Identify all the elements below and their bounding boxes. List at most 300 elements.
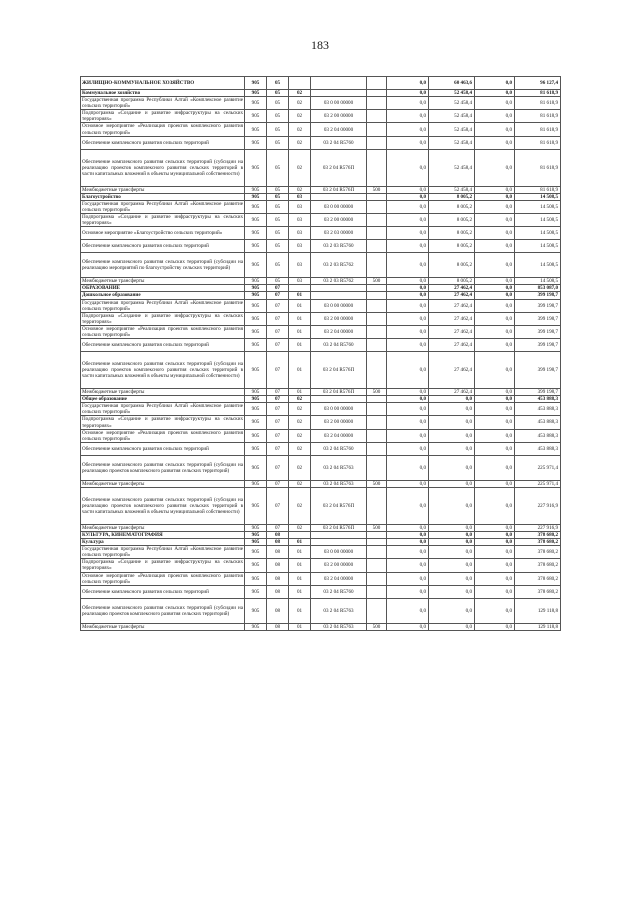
table-row: [81, 585, 561, 598]
amount-1-cell: 0,0: [387, 186, 429, 193]
target-article-cell: 03 2 00 00000: [311, 416, 367, 429]
amount-1-cell: 0,0: [387, 429, 429, 442]
amount-4-cell: 14 508,5: [515, 227, 561, 240]
expense-type-cell: [367, 149, 387, 186]
row-name-cell: Обеспечение комплексного развития сельских территорий (субсидии на реализацию проектов комплексного развития сельских территорий в части капитальных вложений в объекты муниципальной собственности): [81, 149, 245, 186]
amount-2-cell: 8 005,2: [429, 278, 475, 285]
amount-3-cell: 0,0: [475, 598, 515, 623]
expense-type-cell: [367, 299, 387, 312]
row-name-cell: КУЛЬТУРА, КИНЕМАТОГРАФИЯ: [81, 532, 245, 539]
section-code-cell: 07: [267, 480, 289, 487]
amount-1-cell: 0,0: [387, 214, 429, 227]
expense-type-cell: [367, 77, 387, 90]
amount-1-cell: 0,0: [387, 200, 429, 213]
target-article-cell: 03 2 04 R5760: [311, 585, 367, 598]
row-name-cell: Государственная программа Республики Алтай «Комплексное развитие сельских территорий»: [82, 97, 243, 110]
table-row: [81, 546, 561, 559]
subsection-code-cell: 01: [289, 299, 311, 312]
section-code-cell: 05: [267, 77, 289, 90]
expense-type-cell: [367, 193, 387, 200]
admin-code-cell: 905: [245, 623, 267, 630]
row-name-cell: Основное мероприятие «Благоустройство сельских территорий»: [81, 227, 245, 240]
amount-1-cell: 0,0: [387, 193, 429, 200]
admin-code-cell: 905: [245, 442, 267, 455]
section-code-cell: 08: [267, 539, 289, 546]
table-row: [81, 352, 561, 389]
table-row: [81, 455, 561, 480]
amount-2-cell: 27 462,4: [429, 389, 475, 396]
expense-type-cell: 500: [367, 389, 387, 396]
amount-3-cell: 0,0: [475, 396, 515, 403]
table-row: [81, 325, 561, 338]
amount-4-cell: 453 888,3: [515, 416, 561, 429]
section-code-cell: 05: [267, 97, 289, 110]
table-row: [81, 598, 561, 623]
subsection-code-cell: 01: [289, 539, 311, 546]
expense-type-cell: [367, 352, 387, 389]
subsection-code-cell: 02: [289, 136, 311, 149]
section-code-cell: 07: [267, 292, 289, 299]
amount-1-cell: 0,0: [387, 389, 429, 396]
subsection-code-cell: 02: [289, 487, 311, 524]
amount-1-cell: 0,0: [387, 97, 429, 110]
table-row: [81, 136, 561, 149]
subsection-code-cell: 02: [289, 524, 311, 531]
table-row: [81, 214, 561, 227]
admin-code-cell: 905: [245, 253, 267, 278]
amount-3-cell: 0,0: [475, 532, 515, 539]
row-name-cell: Обеспечение комплексного развития сельских территорий: [81, 585, 245, 598]
amount-3-cell: 0,0: [475, 193, 515, 200]
subsection-code-cell: 01: [289, 559, 311, 572]
amount-2-cell: 27 462,4: [429, 352, 475, 389]
row-name-cell: Государственная программа Республики Алтай «Комплексное развитие сельских территорий»: [82, 546, 243, 559]
row-name-cell: Коммунальное хозяйство: [81, 90, 245, 97]
target-article-cell: 03 2 03 R5760: [311, 240, 367, 253]
admin-code-cell: 905: [245, 200, 267, 213]
section-code-cell: 07: [267, 339, 289, 352]
section-code-cell: 07: [267, 442, 289, 455]
table-row: [81, 559, 561, 572]
section-code-cell: 08: [267, 623, 289, 630]
subsection-code-cell: 01: [289, 352, 311, 389]
section-code-cell: 07: [267, 403, 289, 416]
expense-type-cell: [367, 546, 387, 559]
amount-4-cell: 399 198,7: [515, 299, 561, 312]
amount-4-cell: 81 618,9: [515, 136, 561, 149]
amount-1-cell: 0,0: [387, 396, 429, 403]
row-name-cell: Подпрограмма «Создание и развитие инфраструктуры на сельских территориях»: [82, 214, 243, 227]
subsection-code-cell: [289, 285, 311, 292]
amount-4-cell: 853 087,0: [515, 285, 561, 292]
amount-1-cell: 0,0: [387, 598, 429, 623]
target-article-cell: 03 2 04 R5763: [311, 598, 367, 623]
subsection-code-cell: 02: [289, 396, 311, 403]
expense-type-cell: [367, 487, 387, 524]
amount-2-cell: 52 458,4: [429, 97, 475, 110]
amount-4-cell: 227 916,9: [515, 487, 561, 524]
amount-3-cell: 0,0: [475, 136, 515, 149]
admin-code-cell: 905: [245, 524, 267, 531]
amount-1-cell: 0,0: [387, 480, 429, 487]
table-row: [81, 110, 561, 123]
amount-3-cell: 0,0: [475, 455, 515, 480]
table-row: [81, 193, 561, 200]
row-name-cell: Межбюджетные трансферты: [81, 524, 245, 531]
target-article-cell: [311, 90, 367, 97]
amount-3-cell: 0,0: [475, 90, 515, 97]
amount-2-cell: 0,0: [429, 598, 475, 623]
table-row: [81, 278, 561, 285]
admin-code-cell: 905: [245, 149, 267, 186]
row-name-cell: Обеспечение комплексного развития сельских территорий (субсидии на реализацию мероприятий по благоустройству сельских территорий): [81, 253, 245, 278]
admin-code-cell: 905: [245, 585, 267, 598]
amount-4-cell: 453 888,3: [515, 396, 561, 403]
amount-1-cell: 0,0: [387, 299, 429, 312]
amount-4-cell: 378 680,2: [515, 532, 561, 539]
amount-3-cell: 0,0: [475, 585, 515, 598]
expense-type-cell: [367, 110, 387, 123]
amount-2-cell: 27 462,4: [429, 285, 475, 292]
admin-code-cell: 905: [245, 539, 267, 546]
admin-code-cell: 905: [245, 487, 267, 524]
amount-2-cell: 0,0: [429, 455, 475, 480]
amount-3-cell: 0,0: [475, 312, 515, 325]
expense-type-cell: [367, 123, 387, 136]
expense-type-cell: [367, 598, 387, 623]
section-code-cell: 05: [267, 90, 289, 97]
row-name-cell: ЖИЛИЩНО-КОММУНАЛЬНОЕ ХОЗЯЙСТВО: [81, 77, 245, 90]
target-article-cell: 03 2 00 00000: [311, 214, 367, 227]
amount-3-cell: 0,0: [475, 389, 515, 396]
admin-code-cell: 905: [245, 312, 267, 325]
amount-3-cell: 0,0: [475, 253, 515, 278]
subsection-code-cell: 02: [289, 90, 311, 97]
subsection-code-cell: 03: [289, 200, 311, 213]
table-row: [81, 532, 561, 539]
target-article-cell: [311, 539, 367, 546]
amount-4-cell: 378 680,2: [515, 539, 561, 546]
amount-2-cell: 0,0: [429, 480, 475, 487]
subsection-code-cell: 01: [289, 339, 311, 352]
admin-code-cell: 905: [245, 292, 267, 299]
section-code-cell: 08: [267, 585, 289, 598]
target-article-cell: 03 2 00 00000: [311, 110, 367, 123]
row-name-cell: Благоустройство: [81, 193, 245, 200]
row-name-cell: Обеспечение комплексного развития сельских территорий: [81, 442, 245, 455]
subsection-code-cell: 01: [289, 325, 311, 338]
subsection-code-cell: 02: [289, 97, 311, 110]
amount-2-cell: 0,0: [429, 396, 475, 403]
row-name-cell: Обеспечение комплексного развития сельских территорий: [81, 136, 245, 149]
row-name-cell: Государственная программа Республики Алтай «Комплексное развитие сельских территорий»: [82, 403, 243, 416]
table-row: [81, 200, 561, 213]
amount-4-cell: 399 198,7: [515, 292, 561, 299]
subsection-code-cell: 03: [289, 214, 311, 227]
table-row: [81, 253, 561, 278]
expense-type-cell: [367, 572, 387, 585]
expense-type-cell: [367, 539, 387, 546]
row-name-cell: ОБРАЗОВАНИЕ: [81, 285, 245, 292]
row-name-cell: Обеспечение комплексного развития сельских территорий (субсидии на реализацию проектов комплексного развития сельских территорий): [81, 455, 245, 480]
amount-4-cell: 14 508,5: [515, 193, 561, 200]
subsection-code-cell: 01: [289, 389, 311, 396]
table-row: [81, 186, 561, 193]
row-name-cell: Основное мероприятие «Реализация проектов комплексного развития сельских территорий»: [82, 123, 243, 136]
subsection-code-cell: 03: [289, 278, 311, 285]
admin-code-cell: 905: [245, 403, 267, 416]
section-code-cell: 07: [267, 389, 289, 396]
expense-type-cell: 500: [367, 480, 387, 487]
amount-2-cell: 52 458,4: [429, 90, 475, 97]
section-code-cell: 05: [267, 240, 289, 253]
table-row: [81, 97, 561, 110]
amount-4-cell: 399 198,7: [515, 339, 561, 352]
amount-3-cell: 0,0: [475, 110, 515, 123]
table-row: [81, 339, 561, 352]
amount-2-cell: 60 463,6: [429, 77, 475, 90]
table-row: [81, 90, 561, 97]
amount-3-cell: 0,0: [475, 77, 515, 90]
admin-code-cell: 905: [245, 123, 267, 136]
amount-1-cell: 0,0: [387, 539, 429, 546]
admin-code-cell: 905: [245, 97, 267, 110]
subsection-code-cell: 02: [289, 455, 311, 480]
section-code-cell: 07: [267, 524, 289, 531]
table-row: [81, 623, 561, 630]
amount-2-cell: 52 458,4: [429, 186, 475, 193]
expense-type-cell: [367, 455, 387, 480]
amount-3-cell: 0,0: [475, 623, 515, 630]
expense-type-cell: [367, 227, 387, 240]
amount-3-cell: 0,0: [475, 487, 515, 524]
amount-1-cell: 0,0: [387, 572, 429, 585]
amount-1-cell: 0,0: [387, 240, 429, 253]
section-code-cell: 07: [267, 396, 289, 403]
subsection-code-cell: 03: [289, 240, 311, 253]
target-article-cell: 03 2 04 R5760: [311, 136, 367, 149]
amount-4-cell: 378 680,2: [515, 585, 561, 598]
target-article-cell: 03 2 04 00000: [311, 123, 367, 136]
amount-2-cell: 0,0: [429, 524, 475, 531]
section-code-cell: 07: [267, 325, 289, 338]
amount-2-cell: 52 458,4: [429, 136, 475, 149]
section-code-cell: 05: [267, 200, 289, 213]
subsection-code-cell: 03: [289, 253, 311, 278]
amount-2-cell: 8 005,2: [429, 193, 475, 200]
table-row: [81, 149, 561, 186]
admin-code-cell: 905: [245, 416, 267, 429]
section-code-cell: 07: [267, 352, 289, 389]
table-row: [81, 480, 561, 487]
expense-type-cell: [367, 416, 387, 429]
admin-code-cell: 905: [245, 559, 267, 572]
amount-1-cell: 0,0: [387, 77, 429, 90]
admin-code-cell: 905: [245, 214, 267, 227]
amount-2-cell: 0,0: [429, 403, 475, 416]
expense-type-cell: [367, 214, 387, 227]
row-name-cell: Межбюджетные трансферты: [81, 186, 245, 193]
amount-1-cell: 0,0: [387, 559, 429, 572]
admin-code-cell: 905: [245, 77, 267, 90]
expense-type-cell: [367, 253, 387, 278]
table-row: [81, 292, 561, 299]
expense-type-cell: 500: [367, 278, 387, 285]
table-row: [81, 299, 561, 312]
amount-3-cell: 0,0: [475, 572, 515, 585]
amount-1-cell: 0,0: [387, 352, 429, 389]
amount-4-cell: 378 680,2: [515, 546, 561, 559]
admin-code-cell: 905: [245, 193, 267, 200]
target-article-cell: 03 2 03 00000: [311, 227, 367, 240]
amount-3-cell: 0,0: [475, 149, 515, 186]
amount-3-cell: 0,0: [475, 285, 515, 292]
row-name-cell: Обеспечение комплексного развития сельских территорий (субсидии на реализацию проектов комплексного развития сельских территорий): [81, 598, 245, 623]
table-row: [81, 123, 561, 136]
amount-1-cell: 0,0: [387, 90, 429, 97]
target-article-cell: 03 0 00 00000: [311, 546, 367, 559]
amount-4-cell: 225 971,4: [515, 455, 561, 480]
target-article-cell: 03 2 00 00000: [311, 559, 367, 572]
amount-3-cell: 0,0: [475, 292, 515, 299]
expense-type-cell: 500: [367, 186, 387, 193]
target-article-cell: 03 2 04 R5763: [311, 455, 367, 480]
subsection-code-cell: 01: [289, 312, 311, 325]
amount-2-cell: 27 462,4: [429, 292, 475, 299]
section-code-cell: 08: [267, 598, 289, 623]
expense-type-cell: [367, 97, 387, 110]
subsection-code-cell: 02: [289, 480, 311, 487]
target-article-cell: 03 2 04 R576П: [311, 524, 367, 531]
section-code-cell: 05: [267, 110, 289, 123]
amount-1-cell: 0,0: [387, 623, 429, 630]
amount-4-cell: 14 508,5: [515, 240, 561, 253]
expense-type-cell: [367, 396, 387, 403]
section-code-cell: 08: [267, 559, 289, 572]
table-row: [81, 285, 561, 292]
amount-3-cell: 0,0: [475, 123, 515, 136]
amount-2-cell: 0,0: [429, 572, 475, 585]
amount-3-cell: 0,0: [475, 278, 515, 285]
amount-1-cell: 0,0: [387, 253, 429, 278]
section-code-cell: 07: [267, 312, 289, 325]
admin-code-cell: 905: [245, 546, 267, 559]
subsection-code-cell: 02: [289, 186, 311, 193]
amount-1-cell: 0,0: [387, 312, 429, 325]
expense-type-cell: [367, 285, 387, 292]
admin-code-cell: 905: [245, 389, 267, 396]
subsection-code-cell: 01: [289, 572, 311, 585]
amount-4-cell: 14 508,5: [515, 253, 561, 278]
amount-1-cell: 0,0: [387, 292, 429, 299]
amount-2-cell: 0,0: [429, 539, 475, 546]
amount-4-cell: 225 971,4: [515, 480, 561, 487]
row-name-cell: Подпрограмма «Создание и развитие инфраструктуры на сельских территориях»: [82, 559, 243, 572]
amount-1-cell: 0,0: [387, 136, 429, 149]
section-code-cell: 05: [267, 227, 289, 240]
expense-type-cell: [367, 325, 387, 338]
amount-3-cell: 0,0: [475, 524, 515, 531]
amount-1-cell: 0,0: [387, 110, 429, 123]
table-row: [81, 487, 561, 524]
section-code-cell: 05: [267, 214, 289, 227]
admin-code-cell: 905: [245, 299, 267, 312]
admin-code-cell: 905: [245, 532, 267, 539]
amount-2-cell: 8 005,2: [429, 214, 475, 227]
amount-3-cell: 0,0: [475, 325, 515, 338]
expense-type-cell: [367, 90, 387, 97]
subsection-code-cell: [289, 532, 311, 539]
section-code-cell: 07: [267, 285, 289, 292]
amount-4-cell: 399 198,7: [515, 325, 561, 338]
amount-4-cell: 378 680,2: [515, 572, 561, 585]
expense-type-cell: [367, 559, 387, 572]
amount-1-cell: 0,0: [387, 585, 429, 598]
row-name-cell: Обеспечение комплексного развития сельских территорий (субсидии на реализацию проектов комплексного развития сельских территорий в части капитальных вложений в объекты муниципальной собственности): [81, 487, 245, 524]
table-row: [81, 389, 561, 396]
row-name-cell: Культура: [81, 539, 245, 546]
admin-code-cell: 905: [245, 339, 267, 352]
target-article-cell: 03 2 00 00000: [311, 312, 367, 325]
section-code-cell: 07: [267, 487, 289, 524]
row-name-cell: Подпрограмма «Создание и развитие инфраструктуры на сельских территориях»: [82, 110, 243, 123]
amount-1-cell: 0,0: [387, 285, 429, 292]
table-row: [81, 227, 561, 240]
row-name-cell: Основное мероприятие «Реализация проектов комплексного развития сельских территорий»: [82, 429, 243, 442]
amount-4-cell: 96 127,4: [515, 77, 561, 90]
expense-type-cell: [367, 200, 387, 213]
table-row: [81, 403, 561, 416]
amount-2-cell: 0,0: [429, 487, 475, 524]
amount-2-cell: 0,0: [429, 429, 475, 442]
amount-4-cell: 81 618,9: [515, 90, 561, 97]
amount-1-cell: 0,0: [387, 325, 429, 338]
subsection-code-cell: 01: [289, 292, 311, 299]
amount-2-cell: 8 005,2: [429, 240, 475, 253]
admin-code-cell: 905: [245, 227, 267, 240]
section-code-cell: 07: [267, 429, 289, 442]
admin-code-cell: 905: [245, 110, 267, 123]
expense-type-cell: [367, 442, 387, 455]
table-row: [81, 312, 561, 325]
amount-1-cell: 0,0: [387, 278, 429, 285]
section-code-cell: 05: [267, 136, 289, 149]
section-code-cell: 05: [267, 278, 289, 285]
expense-type-cell: [367, 339, 387, 352]
section-code-cell: 08: [267, 546, 289, 559]
amount-4-cell: 81 618,9: [515, 123, 561, 136]
amount-1-cell: 0,0: [387, 339, 429, 352]
subsection-code-cell: 01: [289, 623, 311, 630]
subsection-code-cell: 02: [289, 416, 311, 429]
section-code-cell: 07: [267, 299, 289, 312]
amount-4-cell: 453 888,3: [515, 429, 561, 442]
amount-3-cell: 0,0: [475, 480, 515, 487]
row-name-cell: Межбюджетные трансферты: [81, 278, 245, 285]
subsection-code-cell: 01: [289, 598, 311, 623]
section-code-cell: 07: [267, 455, 289, 480]
amount-3-cell: 0,0: [475, 442, 515, 455]
table-body: [81, 77, 561, 631]
row-name-cell: Обеспечение комплексного развития сельских территорий (субсидии на реализацию проектов комплексного развития сельских территорий в части капитальных вложений в объекты муниципальной собственности): [81, 352, 245, 389]
target-article-cell: 03 2 04 R576П: [311, 352, 367, 389]
amount-2-cell: 0,0: [429, 416, 475, 429]
subsection-code-cell: 01: [289, 546, 311, 559]
section-code-cell: 05: [267, 186, 289, 193]
row-name-cell: Межбюджетные трансферты: [81, 389, 245, 396]
target-article-cell: 03 2 03 R5762: [311, 278, 367, 285]
amount-1-cell: 0,0: [387, 149, 429, 186]
